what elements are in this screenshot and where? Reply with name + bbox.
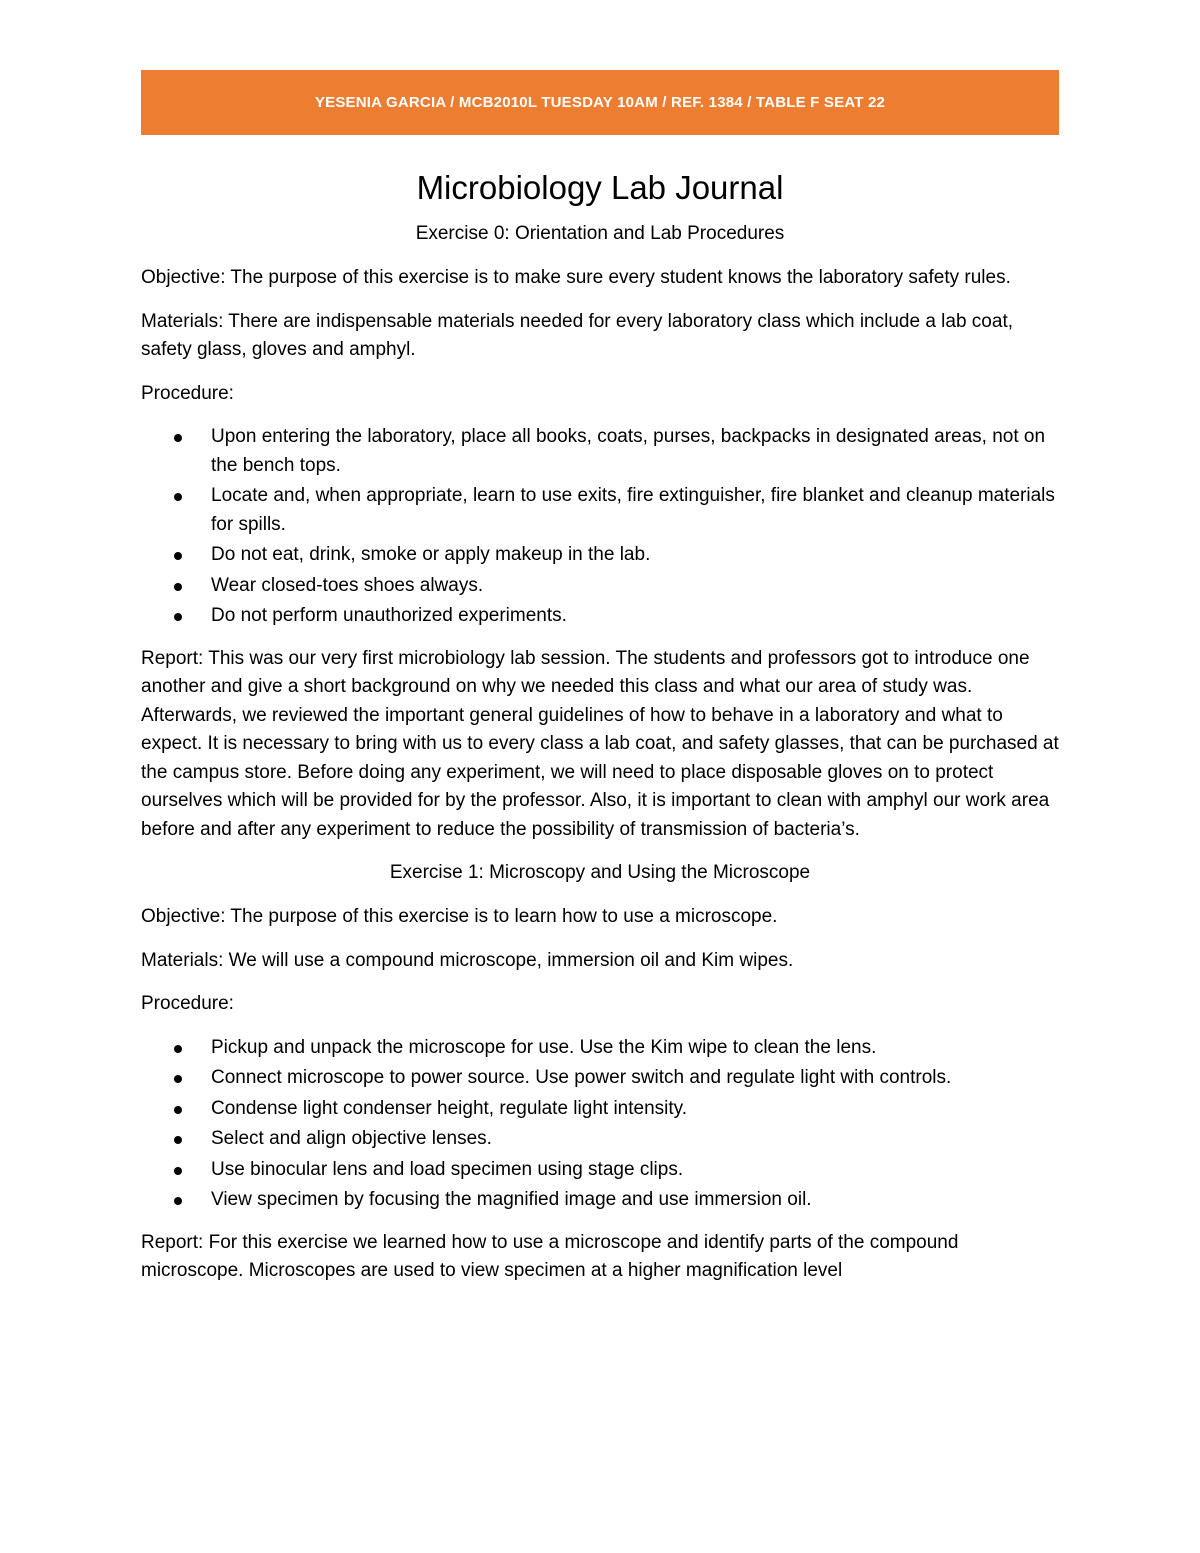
bullet-icon	[174, 613, 182, 621]
materials-paragraph: Materials: We will use a compound microscope, immersion oil and Kim wipes.	[141, 949, 794, 971]
list-item	[141, 541, 1059, 570]
procedure-list	[141, 423, 1059, 631]
exercise-0-section	[141, 220, 1059, 844]
procedure-label: Procedure:	[141, 993, 234, 1014]
list-item-text: Upon entering the laboratory, place all books, coats, purses, backpacks in designated areas, not on the bench tops.	[211, 426, 1046, 476]
list-item-text: Wear closed-toes shoes always.	[211, 574, 484, 596]
bullet-icon	[174, 1106, 182, 1114]
list-item	[141, 423, 1059, 480]
header-text: YESENIA GARCIA / MCB2010L TUESDAY 10AM / REF. 1384 / TABLE F SEAT 22	[314, 94, 886, 111]
bullet-icon	[174, 583, 182, 591]
list-item-text: Use binocular lens and load specimen using stage clips.	[211, 1158, 684, 1180]
list-item	[141, 1034, 1059, 1063]
materials-paragraph: Materials: There are indispensable materials needed for every laboratory class which include a lab coat, safety glass, gloves and amphyl.	[141, 310, 1013, 360]
procedure-list	[141, 1034, 1059, 1215]
list-item-text: Select and align objective lenses.	[211, 1128, 492, 1149]
exercise-heading: Exercise 1: Microscopy and Using the Microscope	[389, 862, 811, 883]
bullet-icon	[174, 493, 182, 501]
report-paragraph: Report: For this exercise we learned how to use a microscope and identify parts of the compound microscope. Microscopes are used to view specimen at a higher magnification level	[141, 1231, 959, 1281]
list-item	[141, 1064, 1059, 1093]
procedure-label: Procedure:	[141, 382, 234, 404]
document-body	[141, 166, 1059, 1301]
document-title: Microbiology Lab Journal	[416, 169, 784, 206]
list-item	[141, 602, 1059, 631]
objective-paragraph: Objective: The purpose of this exercise is to make sure every student knows the laboratory safety rules.	[141, 267, 1011, 288]
list-item	[141, 572, 1059, 601]
list-item-text: Pickup and unpack the microscope for use. Use the Kim wipe to clean the lens.	[211, 1036, 877, 1058]
header-banner	[141, 70, 1059, 135]
report-paragraph: Report: This was our very first microbiology lab session. The students and professors got to introduce one another and give a short background on why we needed this class and what our area of study was. Afterwards, we reviewed the important general guidelines of how to behave in a laboratory and what to expect. It is necessary to bring with us to every class a lab coat, and safety glasses, that can be purchased at the campus store. Before doing any experiment, we will need to place disposable gloves on to protect ourselves which will be provided for by the professor. Also, it is important to clean with amphyl our work area before and after any experiment to reduce the possibility of transmission of bacteria’s.	[141, 647, 1059, 840]
list-item	[141, 1186, 1059, 1215]
list-item-text: Connect microscope to power source. Use power switch and regulate light with controls.	[211, 1067, 952, 1088]
list-item	[141, 1095, 1059, 1124]
list-item	[141, 1156, 1059, 1185]
list-item-text: Do not perform unauthorized experiments.	[211, 605, 567, 626]
list-item-text: Locate and, when appropriate, learn to use exits, fire extinguisher, fire blanket and cleanup materials for spills.	[211, 485, 1055, 535]
exercise-1-section	[141, 859, 1059, 1286]
list-item	[141, 1125, 1059, 1154]
list-item-text: View specimen by focusing the magnified image and use immersion oil.	[211, 1189, 812, 1210]
bullet-icon	[174, 434, 182, 442]
bullet-icon	[174, 1197, 182, 1205]
list-item	[141, 482, 1059, 539]
objective-paragraph: Objective: The purpose of this exercise is to learn how to use a microscope.	[141, 906, 778, 927]
list-item-text: Do not eat, drink, smoke or apply makeup in the lab.	[211, 544, 651, 565]
bullet-icon	[174, 1075, 182, 1083]
list-item-text: Condense light condenser height, regulate light intensity.	[211, 1097, 688, 1119]
bullet-icon	[174, 1167, 182, 1175]
bullet-icon	[174, 1136, 182, 1144]
bullet-icon	[174, 1045, 182, 1053]
bullet-icon	[174, 552, 182, 560]
exercise-heading: Exercise 0: Orientation and Lab Procedures	[415, 223, 785, 244]
